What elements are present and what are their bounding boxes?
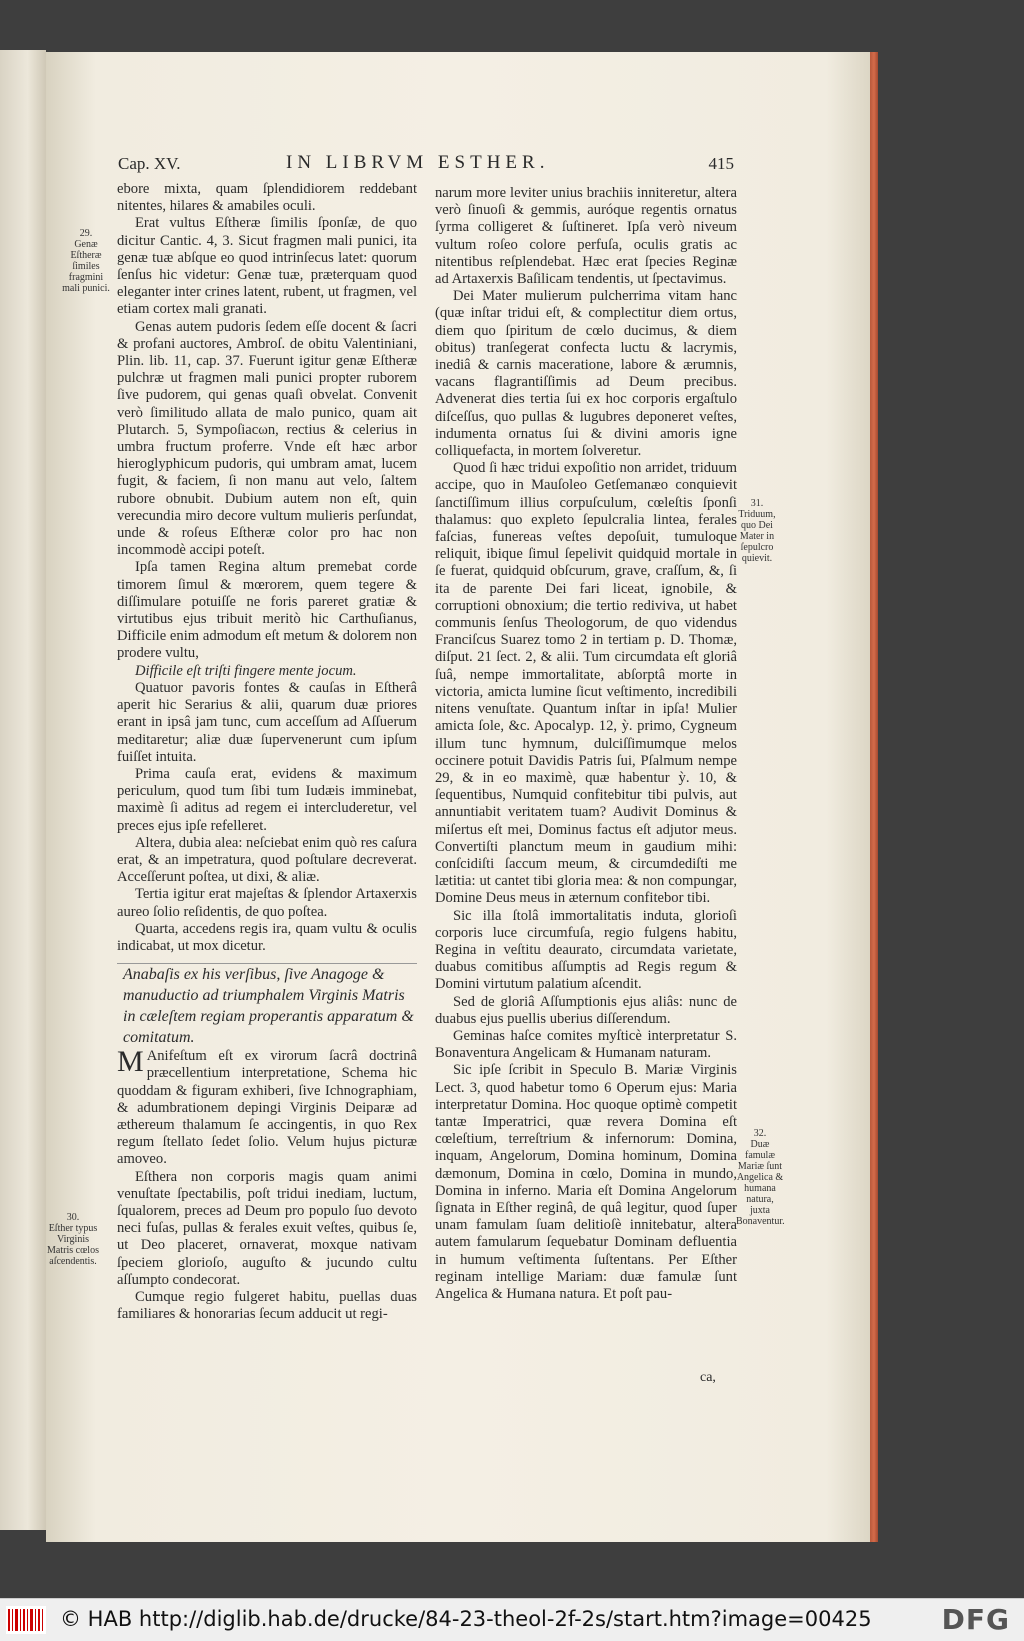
paragraph: Prima cauſa erat, evidens & maximum periculum, quod tum ſibi tum Iudæis imminebat, maximè ſi aditus ad regem ei intercluderetur, vel preces ejus ipſe refelleret. [117,765,417,834]
paragraph: Altera, dubia alea: neſciebat enim quò res caſura erat, & an impetratura, quod poſtulare decreverat. Acceſſerunt poſtea, ut dixi, & aliæ. [117,834,418,886]
margin-note-text: Triduum, quo Dei Mater in ſepulcro quievit. [738,509,776,564]
section-heading: Anabaſis ex his verſibus, ſive Anagoge & manuductio ad triumphalem Virginis Matris in cæleſtem regiam properantis apparatum & comitatum. [123,966,414,1047]
paragraph: Cumque regio fulgeret habitu, puellas duas familiares & honorarias ſecum adducit ut regi- [117,1288,417,1323]
source-link[interactable]: © HAB http://diglib.hab.de/drucke/84-23-theol-2f-2s/start.htm?image=00425 [60,1607,872,1631]
paragraph: MAnifeſtum eſt ex virorum ſacrâ doctrinâ præcellentium interpretatione, Schema hic quoddam & figuram exhiberi, ſive Ichnographiam, & adumbrationem depingi Virginis Deiparæ ad æthereum thalamum ſe accingentis, in quo Rex regum ſtellato ſedet ſolio. Velum hujus picturæ amoveo. [117,1045,417,1168]
previous-page-edge [0,50,46,1530]
paragraph: Tertia igitur erat majeſtas & ſplendor Artaxerxis aureo ſolio reſidentis, de quo poſtea. [117,886,417,920]
right-text-column [435,185,737,1303]
margin-note-text: Genæ Eſtheræ ſimiles fragmini mali punici. [62,239,110,294]
paragraph: Sic illa ſtolâ immortalitatis induta, glorioſi corporis luce circumfuſa, regio fulgens habitu, Regina in veſtitu deaurato, circumdata varietate, duabus comitibus aſſumptis ad Regis regum & Domini virtutum palatium aſcendit. [435,907,737,993]
margin-note [60,228,112,294]
left-text-column [117,181,417,1323]
dfg-logo: DFG [941,1603,1010,1636]
paragraph: Eſthera non corporis magis quam animi venuſtate ſpectabilis, poſt tridui inediam, luctum, ſqualorem, preces ad Deum pro populo ſuo devoto neci fuſas, pullas & ferales exuit veſtes, quibus ſe, ut Deo placeret, ornaverat, moxque nativam ſpeciem glorioſo, auguſto & jucundo cultu aſſumpto condecorat. [117,1168,417,1288]
verse-quote: Difficile eſt triſti fingere mente jocum. [135,662,357,679]
chapter-label: Cap. XV. [118,154,181,173]
paragraph: narum more leviter unius brachiis inniteretur, altera verò ſinuoſi & gemmis, auróque regentis ornatus ſyrma colligeret & ſuſtineret. Ipſa verò niveum vultum roſeo colore perfuſa, oculis gratis ac nitentibus reſplendebat. Hæc erat ſpecies Reginæ ad Artaxerxis Baſilicam tendentis, ut ſpectavimus. [435,185,737,288]
paragraph: Sic ipſe ſcribit in Speculo B. Mariæ Virginis Lect. 3, quod habetur tomo 6 Operum ejus: Maria interpretatur Domina. Hoc quoque optimè competit tantæ Imperatrici, quæ revera Domina eſt cœleſtium, terreſtrium & infernorum: Domina, inquam, Angelorum, Domina hominum, Domina dæmonum, Domina in cœlo, Domina in mundo, Domina in inferno. Maria eſt Domina Angelorum ſignata in Eſther reginâ, de quâ legitur, quod ſuper unam famulam ſuam delitioſè innitebatur, altera autem famularum ſequebatur Dominam defluentia in humum veſtimenta ſuſtentans. Per Eſther reginam intellige Mariam: duæ famulæ ſunt Angelica & Humana natura. Et poſt pau- [435,1062,737,1302]
running-head [118,152,734,178]
margin-note [736,1128,784,1227]
paragraph: Quod ſi hæc tridui expoſitio non arridet, triduum accipe, quo in Mauſoleo Getſemanæo conquievit ſanctiſſimum illius corpuſculum, cœleſtis ſponſi thalamus: quo expleto ſepulcralia lintea, ferales faſcias, funereas veſtes depoſuit, tumuloque reliquit, ibique ſimul ſepelivit quidquid mortale in ſe fuerat, quidquid obſcurum, grave, craſſum, &, ſi ita de parente Dei fari liceat, ignobile, & corruptioni obnoxium; die tertio rediviva, ut habet communis ſenſus Theologorum, de quo videndus Franciſcus Suarez tomo 2 in tertiam p. D. Thomæ, diſput. 21 ſect. 2, & alii. Tum circumdata eſt gloriâ ſuâ, nempe immortalitate, abſorptâ morte in victoria, amicta lumine ſicut veſtimento, incredibili nitens venuſtate. Quantum inſtar in ipſa! Mulier amicta ſole, &c. Apocalyp. 12, ỳ. primo, Cygneum illum tunc hymnum, dulciſſimumque melos occinere potuit Davidis Patris ſui, Pſalmum nempe 29, & in eo maximè, quæ habentur ỳ. 10, & ſequentibus, Numquid confitebitur tibi pulvis, aut annuntiabit veritatem tuam? Audivit Dominus & miſertus eſt mei, Dominus factus eſt adjutor meus. Convertiſti planctum meum in gaudium mihi: conſcidiſti ſaccum meum, & circumdediſti me lætitia: ut cantet tibi gloria mea: & non compungar, Domine Deus meus in æternum confitebor tibi. [435,460,737,907]
margin-note-number: 31. [750,498,764,509]
page-red-edge [870,52,878,1542]
margin-note [46,1212,100,1267]
margin-note-number: 32. [753,1128,767,1139]
margin-note-text: Duæ famulæ Mariæ ſunt Angelica & humana natura, juxta Bonaventur. [736,1139,785,1227]
paragraph: Ipſa tamen Regina altum premebat corde timorem ſimul & mœrorem, quem tegere & diſſimulare potuiſſe ne foris pareret gratiæ & virtutibus ejus tribuit meritò hic Carthuſianus, Difficile enim admodum eſt metum & dolorem non prodere vultu, [117,559,417,662]
margin-note-text: Eſther typus Virginis Matris cœlos aſcendentis. [47,1223,99,1267]
footer-bar [0,1598,1024,1641]
book-title: IN LIBRVM ESTHER. [286,152,550,173]
barcode-icon [6,1606,46,1634]
paragraph: Dei Mater mulierum pulcherrima vitam hanc (quæ inſtar tridui eſt, & complectitur diem ortus, diem quo ſpiritum de cœlo ducimus, & diem obitus) tranſegerat confecta luctu & lacrymis, inediâ & carnis maceratione, labore & ærumnis, vacans flagrantiſſimis ad Deum precibus. Advenerat dies tertia ſui ex hoc corporis ergaſtulo diſceſſus, quo pullas & lugubres deponeret veſtes, indumenta ornatus ſui & divini amoris igne colliquefacta, in mortem ſolveretur. [435,288,737,460]
paragraph: Geminas haſce comites myſticè interpretatur S. Bonaventura Angelicam & Humanam naturam. [435,1027,737,1062]
margin-note-number: 29. [79,228,93,239]
margin-note [732,498,782,564]
paragraph: Quatuor pavoris fontes & cauſas in Eſtherâ aperit hic Serarius & alii, quarum duæ priores erant in ipsâ jam tunc, cum acceſſum ad Aſſuerum meditaretur; aliæ duæ ſupervenerunt cum ipſum fuiſſet intuita. [117,679,417,765]
paragraph: Sed de gloriâ Aſſumptionis ejus aliâs: nunc de duabus ejus puellis uberius diſſerendum. [435,993,737,1027]
paragraph: Erat vultus Eſtheræ ſimilis ſponſæ, de quo dicitur Cantic. 4, 3. Sicut fragmen mali punici, ita genæ tuæ abſque eo quod intrinſecus latet: quorum ſenſus hic videtur: Genæ tuæ, præterquam quod eleganter inter crines latent, rubent, ut fragmen, vel etiam cortex mali granati. [117,215,417,318]
margin-note-number: 30. [66,1212,80,1223]
catchword: ca, [700,1370,716,1385]
page-number: 415 [708,154,734,173]
paragraph: Genas autem pudoris ſedem eſſe docent & ſacri & profani auctores, Ambroſ. de obitu Valentiniani, Plin. lib. 11, cap. 37. Fuerunt igitur genæ Eſtheræ pulchræ ut fragmen mali punici propter ruborem ſive pudorem, qui genas quaſi obvelat. Convenit verò ſimilitudo allata de malo punico, quam ait Plutarch. 5, Sympoſiacωn, rectius & celerius in umbra fructum proferre. Vnde eſt hæc arbor hieroglyphicum pudoris, qui umbram amat, lucem fugit, & faciem, ſi non manu aut velo, ſaltem rubore obnubit. Dubium autem non eſt, quin verecundia miro decore vultum mulieris perſundat, unde & roſeus Eſtheræ color pro hac non incommodè accipi poteſt. [117,318,417,559]
paragraph: Quarta, accedens regis ira, quam vultu & oculis indicabat, ut mox dicetur. [117,920,417,954]
paragraph: ebore mixta, quam ſplendidiorem reddebant nitentes, hilares & amabiles oculi. [117,181,417,215]
